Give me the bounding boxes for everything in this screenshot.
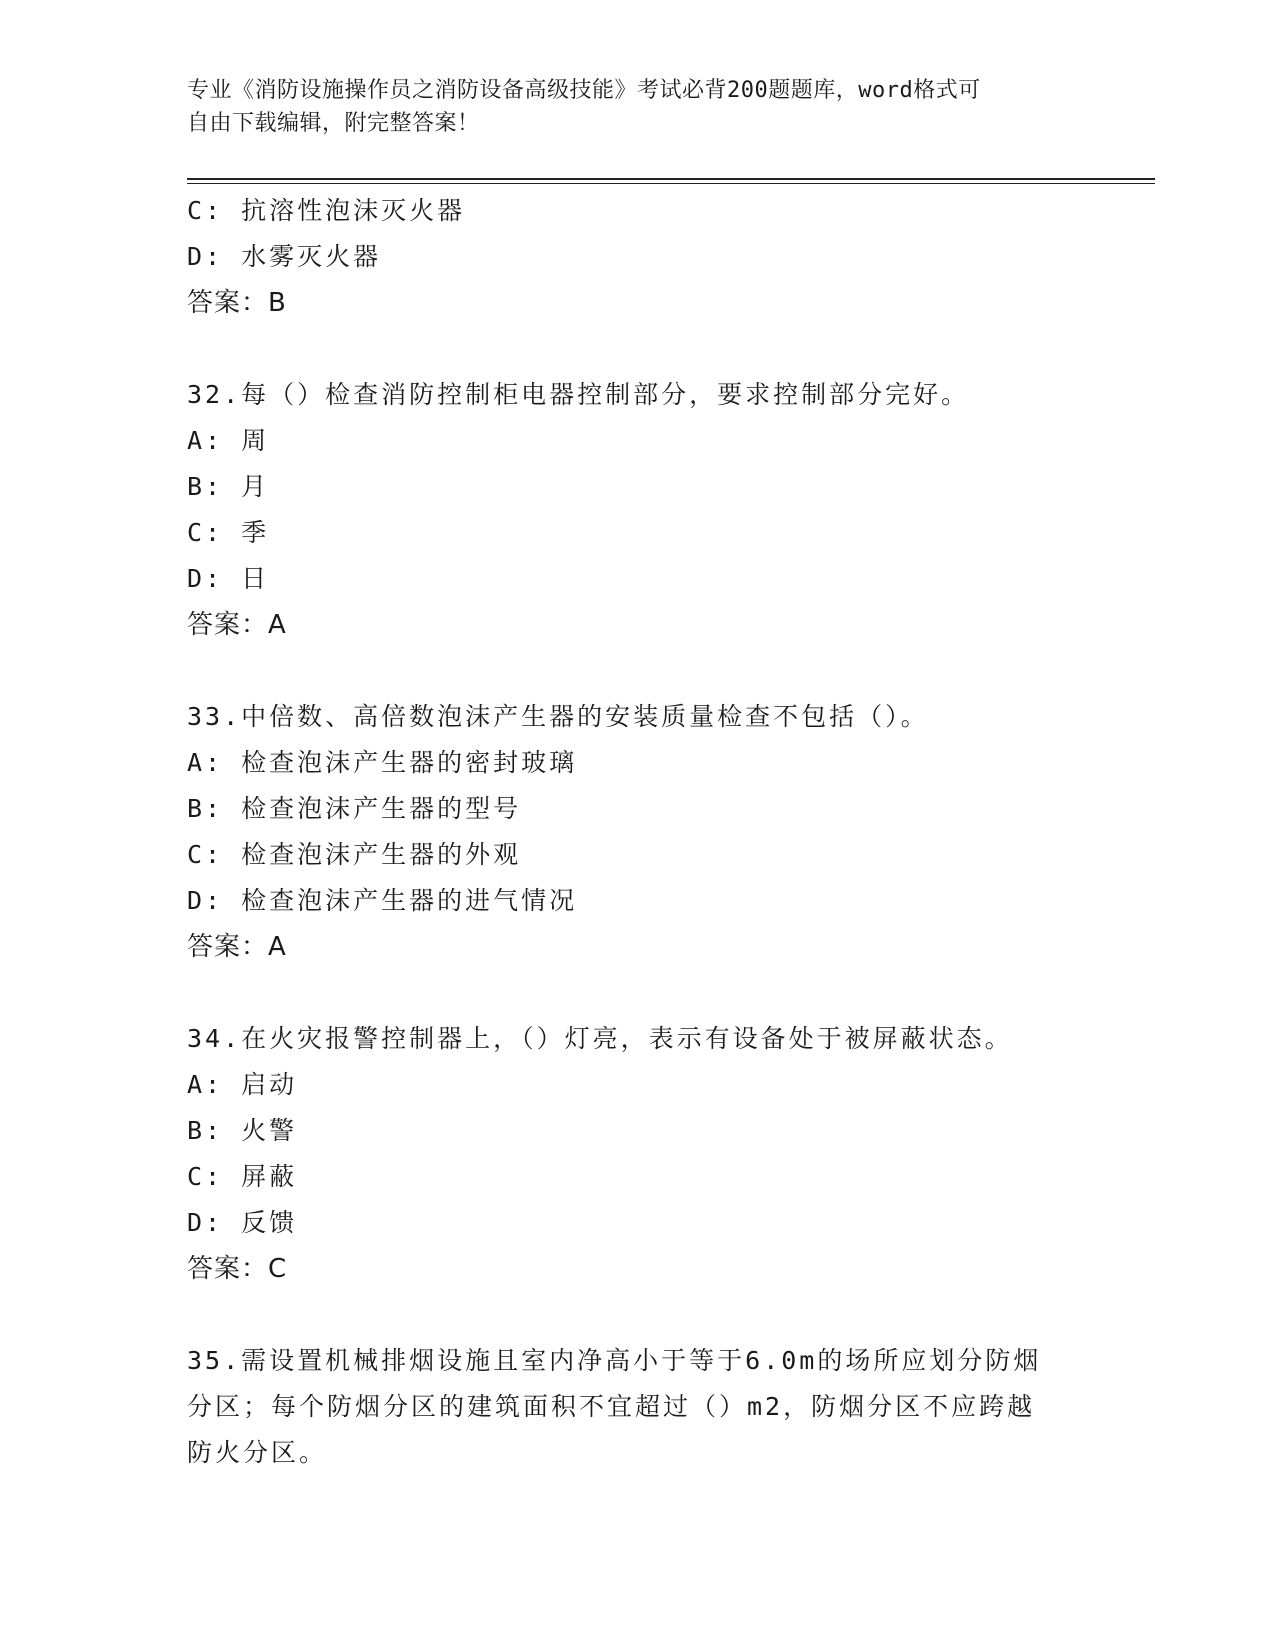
question-33 xyxy=(187,694,1077,970)
document-header xyxy=(187,74,1067,140)
header-rule-thin xyxy=(187,183,1155,184)
spacer xyxy=(187,1292,1077,1338)
option-b: B: 火警 xyxy=(187,1116,298,1145)
option-d: D: 检查泡沫产生器的进气情况 xyxy=(187,886,578,915)
option-c: C: 季 xyxy=(187,518,270,547)
question-stem-line-2: 分区；每个防烟分区的建筑面积不宜超过（）m2，防烟分区不应跨越 xyxy=(187,1392,1036,1421)
header-line-2: 自由下载编辑，附完整答案！ xyxy=(187,111,480,136)
answer-line: 答案：B xyxy=(187,288,287,318)
question-stem-line-3: 防火分区。 xyxy=(187,1438,328,1467)
option-a: A: 启动 xyxy=(187,1070,298,1099)
option-a: A: 周 xyxy=(187,426,270,455)
question-34 xyxy=(187,1016,1077,1292)
option-c: C: 屏蔽 xyxy=(187,1162,298,1191)
question-stem: 32.每（）检查消防控制柜电器控制部分，要求控制部分完好。 xyxy=(187,380,970,409)
header-line-1: 专业《消防设施操作员之消防设备高级技能》考试必背200题题库，word格式可 xyxy=(187,78,981,103)
option-a: A: 检查泡沫产生器的密封玻璃 xyxy=(187,748,578,777)
spacer xyxy=(187,970,1077,1016)
header-rule-thick xyxy=(187,178,1155,180)
answer-line: 答案：A xyxy=(187,610,287,640)
option-b: B: 检查泡沫产生器的型号 xyxy=(187,794,522,823)
question-31-continued xyxy=(187,188,1077,326)
spacer xyxy=(187,326,1077,372)
question-stem: 33.中倍数、高倍数泡沫产生器的安装质量检查不包括（）。 xyxy=(187,702,929,731)
question-stem-line-1: 35.需设置机械排烟设施且室内净高小于等于6.0m的场所应划分防烟 xyxy=(187,1346,1042,1375)
spacer xyxy=(187,648,1077,694)
option-d: D: 日 xyxy=(187,564,270,593)
question-list xyxy=(187,188,1077,1476)
answer-line: 答案：C xyxy=(187,1254,288,1284)
option-d: D: 反馈 xyxy=(187,1208,298,1237)
option-d: D: 水雾灭火器 xyxy=(187,242,382,271)
question-32 xyxy=(187,372,1077,648)
option-c: C: 检查泡沫产生器的外观 xyxy=(187,840,522,869)
answer-line: 答案：A xyxy=(187,932,287,962)
question-stem: 34.在火灾报警控制器上，（）灯亮，表示有设备处于被屏蔽状态。 xyxy=(187,1024,1013,1053)
question-35 xyxy=(187,1338,1077,1476)
option-b: B: 月 xyxy=(187,472,270,501)
option-c: C: 抗溶性泡沫灭火器 xyxy=(187,196,466,225)
